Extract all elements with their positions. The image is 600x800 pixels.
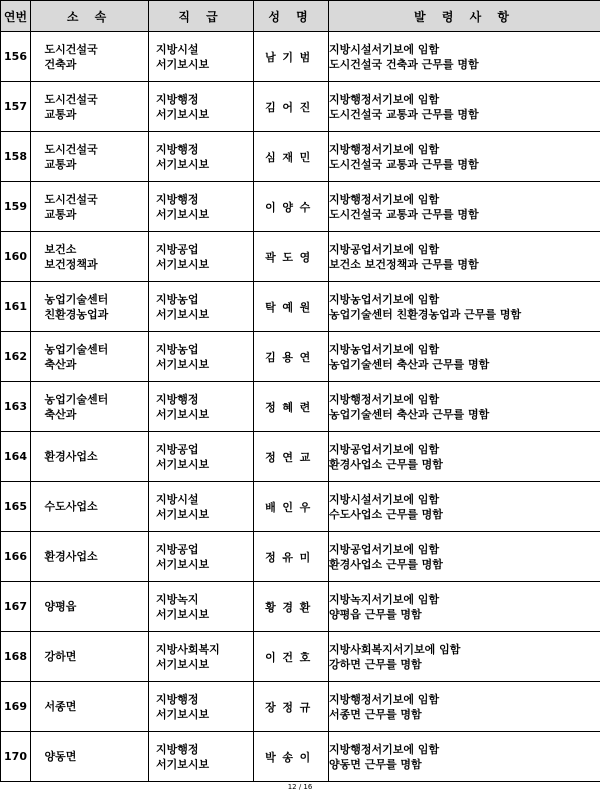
department-line: 도시건설국 (44, 42, 98, 56)
appointment-order-cell (329, 732, 600, 782)
person-name: 정연교 (254, 432, 329, 482)
appointment-order-line: 서종면 근무를 명함 (329, 707, 422, 721)
department-line: 농업기술센터 (44, 392, 109, 406)
rank-cell (149, 32, 254, 82)
rank-line: 서기보시보 (156, 257, 210, 271)
table-row (1, 382, 600, 432)
appointment-order-cell (329, 582, 600, 632)
rank-cell (149, 382, 254, 432)
table-row (1, 682, 600, 732)
appointment-order-line: 농업기술센터 축산과 근무를 명함 (329, 357, 490, 371)
appointment-order-cell (329, 332, 600, 382)
appointment-order-cell (329, 282, 600, 332)
appointment-order-cell (329, 532, 600, 582)
department-line: 농업기술센터 (44, 292, 109, 306)
department-line: 교통과 (44, 207, 77, 221)
rank-line: 지방행정 (156, 92, 199, 106)
row-number: 169 (1, 682, 31, 732)
person-name: 이양수 (254, 182, 329, 232)
appointment-order-line: 환경사업소 근무를 명함 (329, 557, 443, 571)
department-line: 양동면 (44, 750, 77, 763)
person-name: 김용연 (254, 332, 329, 382)
header-dept: 소 속 (31, 1, 149, 32)
appointment-order-line: 지방공업서기보에 임함 (329, 542, 440, 556)
rank-line: 지방공업 (156, 242, 199, 256)
department-cell (31, 132, 149, 182)
appointment-order-cell (329, 682, 600, 732)
department-cell (31, 232, 149, 282)
table-row (1, 432, 600, 482)
appointment-order-cell (329, 132, 600, 182)
department-cell (31, 82, 149, 132)
rank-cell (149, 482, 254, 532)
table-row (1, 32, 600, 82)
rank-line: 서기보시보 (156, 457, 210, 471)
row-number: 166 (1, 532, 31, 582)
department-line: 도시건설국 (44, 92, 98, 106)
row-number: 159 (1, 182, 31, 232)
rank-line: 지방행정 (156, 392, 199, 406)
row-number: 164 (1, 432, 31, 482)
department-line: 수도사업소 (44, 500, 98, 513)
row-number: 158 (1, 132, 31, 182)
rank-line: 서기보시보 (156, 207, 210, 221)
rank-cell (149, 282, 254, 332)
person-name: 배인우 (254, 482, 329, 532)
department-cell (31, 332, 149, 382)
rank-line: 서기보시보 (156, 607, 210, 621)
appointment-order-cell (329, 632, 600, 682)
department-line: 교통과 (44, 157, 77, 171)
appointment-order-cell (329, 182, 600, 232)
appointment-order-cell (329, 232, 600, 282)
rank-line: 지방농업 (156, 342, 199, 356)
row-number: 168 (1, 632, 31, 682)
department-cell (31, 432, 149, 482)
rank-line: 지방녹지 (156, 592, 199, 606)
rank-cell (149, 732, 254, 782)
department-line: 환경사업소 (44, 550, 98, 563)
appointment-order-cell (329, 32, 600, 82)
rank-cell (149, 682, 254, 732)
rank-line: 서기보시보 (156, 757, 210, 771)
rank-line: 서기보시보 (156, 657, 210, 671)
department-line: 농업기술센터 (44, 342, 109, 356)
row-number: 165 (1, 482, 31, 532)
department-line: 교통과 (44, 107, 77, 121)
rank-line: 서기보시보 (156, 107, 210, 121)
person-name: 정유미 (254, 532, 329, 582)
header-order: 발 령 사 항 (329, 1, 600, 32)
row-number: 160 (1, 232, 31, 282)
row-number: 156 (1, 32, 31, 82)
rank-line: 서기보시보 (156, 707, 210, 721)
department-line: 보건정책과 (44, 257, 98, 271)
appointment-order-line: 도시건설국 교통과 근무를 명함 (329, 107, 479, 121)
person-name: 정혜련 (254, 382, 329, 432)
department-cell (31, 382, 149, 432)
appointment-order-line: 지방행정서기보에 임함 (329, 92, 440, 106)
rank-cell (149, 432, 254, 482)
rank-line: 서기보시보 (156, 307, 210, 321)
table-header (1, 1, 600, 32)
department-line: 양평읍 (44, 600, 77, 613)
appointment-order-line: 지방공업서기보에 임함 (329, 442, 440, 456)
person-name: 이건호 (254, 632, 329, 682)
appointment-order-line: 지방시설서기보에 임함 (329, 492, 440, 506)
person-name: 심재민 (254, 132, 329, 182)
rank-line: 서기보시보 (156, 357, 210, 371)
rank-line: 서기보시보 (156, 157, 210, 171)
department-cell (31, 482, 149, 532)
page-number: 12 / 16 (287, 783, 313, 791)
table-row (1, 182, 600, 232)
department-line: 보건소 (44, 242, 77, 256)
appointment-order-cell (329, 382, 600, 432)
appointment-order-line: 도시건설국 교통과 근무를 명함 (329, 157, 479, 171)
department-line: 강하면 (44, 650, 77, 663)
table-row (1, 132, 600, 182)
header-name: 성 명 (254, 1, 329, 32)
table-row (1, 732, 600, 782)
appointment-order-cell (329, 432, 600, 482)
person-name: 탁예원 (254, 282, 329, 332)
table-body (1, 32, 600, 782)
appointment-order-line: 도시건설국 건축과 근무를 명함 (329, 57, 479, 71)
rank-cell (149, 332, 254, 382)
department-cell (31, 682, 149, 732)
header-no: 연번 (1, 1, 31, 32)
appointment-order-line: 농업기술센터 축산과 근무를 명함 (329, 407, 490, 421)
appointment-order-cell (329, 82, 600, 132)
department-line: 도시건설국 (44, 142, 98, 156)
rank-line: 지방행정 (156, 192, 199, 206)
appointment-order-line: 지방시설서기보에 임함 (329, 42, 440, 56)
table-row (1, 332, 600, 382)
appointment-order-line: 양평읍 근무를 명함 (329, 607, 422, 621)
header-rank: 직 급 (149, 1, 254, 32)
department-cell (31, 282, 149, 332)
table-row (1, 282, 600, 332)
rank-cell (149, 232, 254, 282)
person-name: 황경환 (254, 582, 329, 632)
department-cell (31, 732, 149, 782)
rank-cell (149, 82, 254, 132)
rank-line: 지방공업 (156, 442, 199, 456)
appointment-order-line: 지방녹지서기보에 임함 (329, 592, 440, 606)
department-cell (31, 632, 149, 682)
appointment-order-line: 지방사회복지서기보에 임함 (329, 642, 461, 656)
department-line: 축산과 (44, 407, 77, 421)
appointment-order-line: 지방농업서기보에 임함 (329, 342, 440, 356)
appointment-order-line: 지방행정서기보에 임함 (329, 392, 440, 406)
department-line: 도시건설국 (44, 192, 98, 206)
rank-line: 지방공업 (156, 542, 199, 556)
row-number: 157 (1, 82, 31, 132)
department-cell (31, 532, 149, 582)
table-row (1, 582, 600, 632)
row-number: 162 (1, 332, 31, 382)
person-name: 곽도영 (254, 232, 329, 282)
appointment-order-line: 지방공업서기보에 임함 (329, 242, 440, 256)
rank-cell (149, 182, 254, 232)
rank-line: 서기보시보 (156, 507, 210, 521)
rank-line: 서기보시보 (156, 557, 210, 571)
department-cell (31, 182, 149, 232)
appointment-order-line: 보건소 보건정책과 근무를 명함 (329, 257, 479, 271)
rank-cell (149, 132, 254, 182)
row-number: 163 (1, 382, 31, 432)
department-line: 환경사업소 (44, 450, 98, 463)
rank-line: 지방농업 (156, 292, 199, 306)
appointment-order-line: 지방농업서기보에 임함 (329, 292, 440, 306)
table-row (1, 482, 600, 532)
rank-line: 지방시설 (156, 492, 199, 506)
appointment-order-line: 양동면 근무를 명함 (329, 757, 422, 771)
department-line: 축산과 (44, 357, 77, 371)
table-row (1, 82, 600, 132)
appointment-order-line: 수도사업소 근무를 명함 (329, 507, 443, 521)
appointment-order-line: 도시건설국 교통과 근무를 명함 (329, 207, 479, 221)
rank-line: 지방행정 (156, 742, 199, 756)
department-cell (31, 582, 149, 632)
appointment-order-line: 지방행정서기보에 임함 (329, 742, 440, 756)
table-row (1, 532, 600, 582)
rank-cell (149, 532, 254, 582)
department-line: 친환경농업과 (44, 307, 109, 321)
appointment-order-line: 지방행정서기보에 임함 (329, 692, 440, 706)
rank-line: 지방사회복지 (156, 642, 220, 656)
rank-cell (149, 582, 254, 632)
department-line: 서종면 (44, 700, 77, 713)
rank-cell (149, 632, 254, 682)
department-line: 건축과 (44, 57, 77, 71)
row-number: 161 (1, 282, 31, 332)
person-name: 장정규 (254, 682, 329, 732)
rank-line: 서기보시보 (156, 57, 210, 71)
table-row (1, 632, 600, 682)
table-row (1, 232, 600, 282)
rank-line: 지방시설 (156, 42, 199, 56)
row-number: 170 (1, 732, 31, 782)
appointment-order-line: 지방행정서기보에 임함 (329, 192, 440, 206)
appointment-order-line: 농업기술센터 친환경농업과 근무를 명함 (329, 307, 522, 321)
person-name: 김어진 (254, 82, 329, 132)
appointment-order-line: 환경사업소 근무를 명함 (329, 457, 443, 471)
person-name: 박송이 (254, 732, 329, 782)
rank-line: 서기보시보 (156, 407, 210, 421)
row-number: 167 (1, 582, 31, 632)
appointment-order-cell (329, 482, 600, 532)
person-name: 남기범 (254, 32, 329, 82)
rank-line: 지방행정 (156, 142, 199, 156)
rank-line: 지방행정 (156, 692, 199, 706)
department-cell (31, 32, 149, 82)
appointment-order-line: 강하면 근무를 명함 (329, 657, 422, 671)
appointment-order-line: 지방행정서기보에 임함 (329, 142, 440, 156)
